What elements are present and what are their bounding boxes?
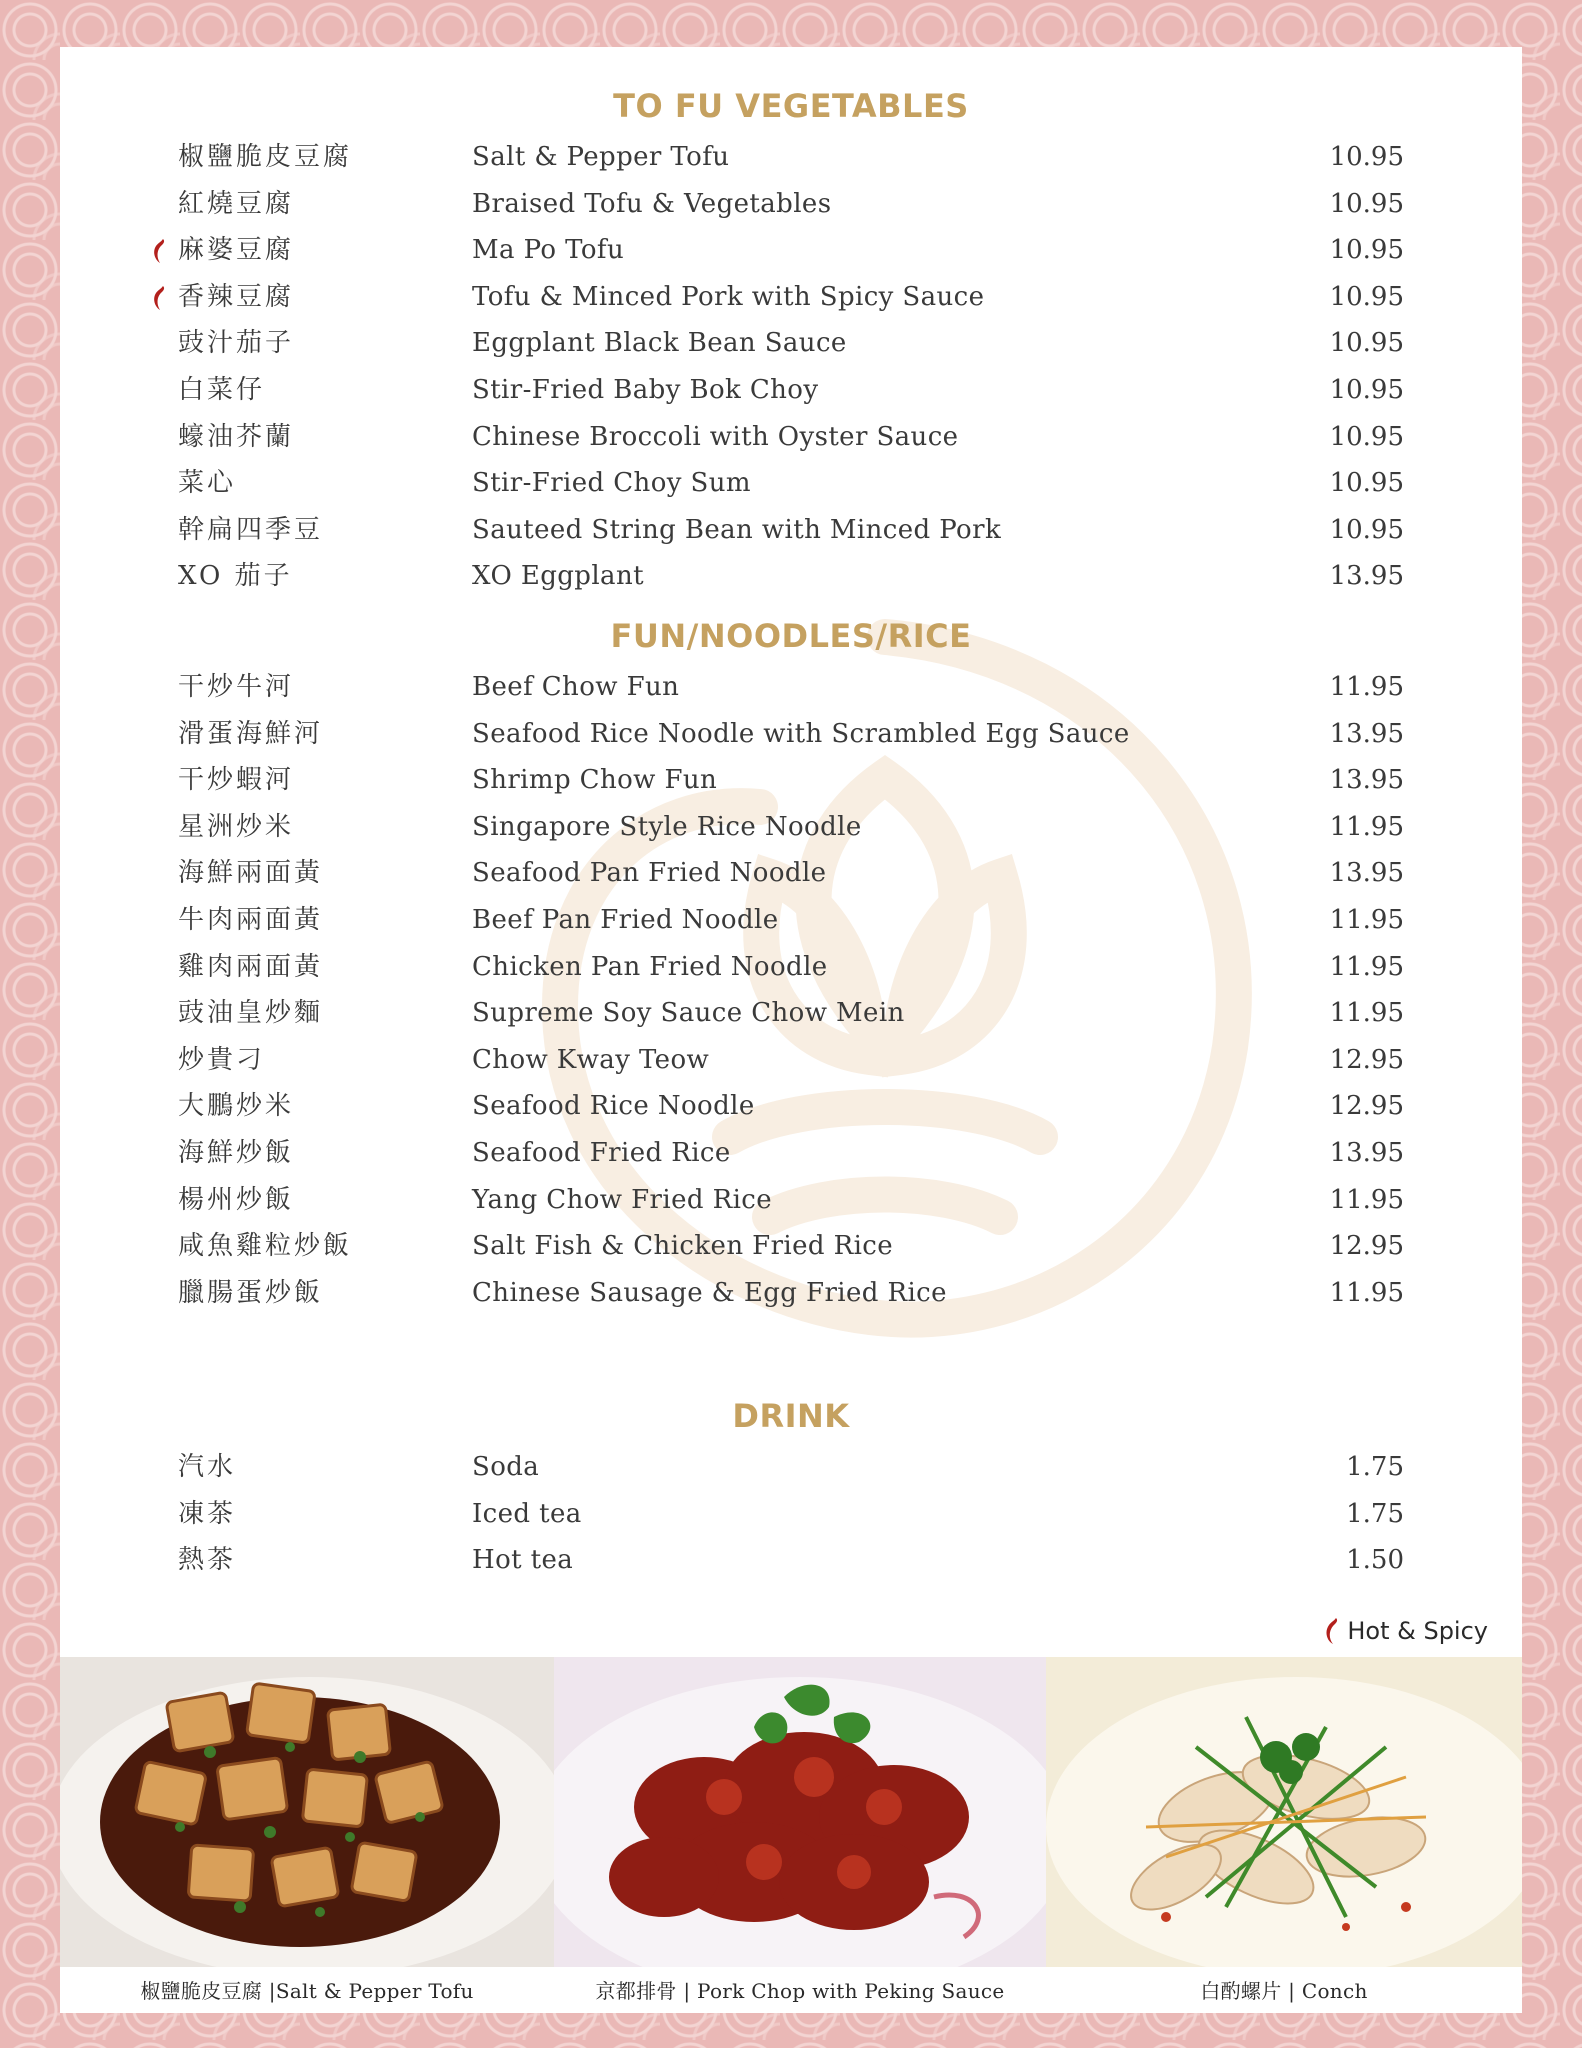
menu-item-price: 1.50: [1346, 1545, 1404, 1576]
menu-item-english-name: Shrimp Chow Fun: [472, 765, 718, 796]
menu-item-price: 13.95: [1329, 1138, 1404, 1168]
menu-item-chinese-name: 雞肉兩面黃: [178, 951, 324, 982]
menu-item: [60, 135, 1522, 179]
menu-item: [60, 461, 1522, 505]
menu-item: [60, 554, 1522, 598]
menu-item-english-name: Braised Tofu & Vegetables: [472, 188, 832, 219]
menu-item-price: 13.95: [1329, 718, 1404, 749]
photo-salt-pepper-tofu: [60, 1657, 554, 1967]
menu-item-chinese-name: 椒鹽脆皮豆腐: [178, 142, 353, 172]
menu-item-chinese-name: 凍茶: [178, 1498, 237, 1529]
menu-item: [60, 415, 1522, 459]
menu-item-chinese-name: 香辣豆腐: [178, 281, 295, 312]
menu-item-english-name: Salt Fish & Chicken Fried Rice: [472, 1231, 894, 1262]
chili-pepper-icon: [1325, 1616, 1341, 1646]
chili-pepper-icon: [153, 238, 167, 264]
menu-item-english-name: Tofu & Minced Pork with Spicy Sauce: [472, 281, 985, 312]
menu-item: [60, 712, 1522, 756]
menu-item: [60, 275, 1522, 319]
menu-item-english-name: Singapore Style Rice Noodle: [472, 811, 862, 842]
menu-item-price: 11.95: [1329, 672, 1404, 702]
chili-pepper-icon: [153, 285, 167, 311]
menu-item-price: 12.95: [1329, 1091, 1404, 1122]
menu-item: [60, 368, 1522, 412]
menu-item: [60, 1224, 1522, 1268]
menu-item-chinese-name: 炒貴刁: [178, 1044, 266, 1075]
menu-item-price: 11.95: [1329, 998, 1404, 1029]
menu-item-price: 13.95: [1329, 765, 1404, 796]
menu-item-english-name: Sauteed String Bean with Minced Pork: [472, 514, 1002, 545]
menu-item-price: 10.95: [1329, 421, 1404, 452]
legend-label: Hot & Spicy: [1347, 1617, 1488, 1645]
menu-item-english-name: Supreme Soy Sauce Chow Mein: [472, 998, 905, 1029]
menu-item-english-name: Eggplant Black Bean Sauce: [472, 328, 847, 359]
caption-salt-pepper-tofu: 椒鹽脆皮豆腐 |Salt & Pepper Tofu: [140, 1979, 474, 2003]
menu-page: [60, 47, 1522, 2013]
menu-item-english-name: Salt & Pepper Tofu: [472, 142, 730, 172]
menu-item: [60, 1492, 1522, 1536]
menu-item-english-name: Ma Po Tofu: [472, 235, 625, 266]
menu-item-english-name: Chinese Broccoli with Oyster Sauce: [472, 421, 959, 452]
menu-item: [60, 665, 1522, 709]
menu-item: [60, 945, 1522, 989]
menu-item-english-name: Seafood Pan Fried Noodle: [472, 858, 827, 889]
menu-item-price: 12.95: [1329, 1044, 1404, 1075]
menu-item-chinese-name: 星洲炒米: [178, 811, 295, 842]
menu-item-chinese-name: 楊州炒飯: [178, 1184, 295, 1215]
menu-item-price: 11.95: [1329, 1277, 1404, 1308]
menu-item-chinese-name: 咸魚雞粒炒飯: [178, 1231, 353, 1262]
menu-item-price: 11.95: [1329, 905, 1404, 935]
menu-item-chinese-name: 大鵬炒米: [178, 1091, 295, 1122]
menu-item-price: 10.95: [1329, 281, 1404, 312]
caption-pork-chop: 京都排骨 | Pork Chop with Peking Sauce: [595, 1979, 1005, 2003]
menu-item: [60, 321, 1522, 365]
menu-item: [60, 1131, 1522, 1175]
menu-item: [60, 508, 1522, 552]
menu-item: [60, 758, 1522, 802]
menu-item-price: 13.95: [1329, 561, 1404, 592]
menu-item-english-name: Chicken Pan Fried Noodle: [472, 951, 828, 982]
menu-item-chinese-name: 海鮮炒飯: [178, 1138, 295, 1168]
photo-pork-chop-peking: [554, 1657, 1046, 1967]
menu-item-english-name: Beef Chow Fun: [472, 672, 680, 702]
menu-item: [60, 1271, 1522, 1315]
menu-item: [60, 991, 1522, 1035]
menu-item-english-name: Seafood Rice Noodle with Scrambled Egg Sauce: [472, 718, 1130, 749]
menu-item-price: 10.95: [1329, 188, 1404, 219]
menu-item-chinese-name: 滑蛋海鮮河: [178, 718, 324, 749]
menu-item-price: 1.75: [1346, 1498, 1404, 1529]
menu-item-english-name: Seafood Rice Noodle: [472, 1091, 755, 1122]
menu-item-price: 11.95: [1329, 811, 1404, 842]
menu-item-chinese-name: 牛肉兩面黃: [178, 905, 324, 935]
menu-item-english-name: Stir-Fried Baby Bok Choy: [472, 375, 819, 405]
section-title-tofu-vegetables: TO FU VEGETABLES: [613, 87, 969, 125]
menu-item-chinese-name: 干炒蝦河: [178, 765, 295, 796]
menu-item: [60, 182, 1522, 226]
menu-item-price: 1.75: [1346, 1452, 1404, 1482]
menu-item-chinese-name: 豉油皇炒麵: [178, 998, 324, 1029]
menu-item-chinese-name: 臘腸蛋炒飯: [178, 1277, 324, 1308]
menu-item-english-name: Yang Chow Fried Rice: [472, 1184, 773, 1215]
menu-item-chinese-name: 汽水: [178, 1452, 237, 1482]
menu-item-chinese-name: 菜心: [178, 468, 237, 499]
menu-item-english-name: Soda: [472, 1452, 540, 1482]
menu-item-chinese-name: 干炒牛河: [178, 672, 295, 702]
menu-item-chinese-name: 熱茶: [178, 1545, 237, 1576]
menu-item-english-name: Beef Pan Fried Noodle: [472, 905, 779, 935]
menu-item-price: 13.95: [1329, 858, 1404, 889]
menu-item-english-name: Iced tea: [472, 1498, 582, 1529]
menu-item-price: 10.95: [1329, 468, 1404, 499]
menu-item-chinese-name: XO 茄子: [178, 561, 293, 592]
menu-item: [60, 1084, 1522, 1128]
menu-item-english-name: Chinese Sausage & Egg Fried Rice: [472, 1277, 947, 1308]
photo-strip: [60, 1657, 1522, 1967]
menu-item-price: 11.95: [1329, 951, 1404, 982]
menu-item-english-name: Chow Kway Teow: [472, 1044, 710, 1075]
menu-item: [60, 1538, 1522, 1582]
section-title-noodles-rice: FUN/NOODLES/RICE: [610, 617, 972, 655]
menu-item-price: 10.95: [1329, 328, 1404, 359]
menu-item-english-name: Hot tea: [472, 1545, 574, 1576]
menu-item-chinese-name: 紅燒豆腐: [178, 188, 295, 219]
menu-item-english-name: Stir-Fried Choy Sum: [472, 468, 751, 499]
section-title-drink: DRINK: [732, 1397, 850, 1435]
menu-item: [60, 805, 1522, 849]
menu-item-chinese-name: 幹扁四季豆: [178, 514, 324, 545]
menu-item-chinese-name: 蠔油芥蘭: [178, 421, 295, 452]
menu-item-english-name: XO Eggplant: [472, 561, 644, 592]
menu-item-price: 10.95: [1329, 142, 1404, 172]
menu-item-chinese-name: 麻婆豆腐: [178, 235, 295, 266]
menu-item-english-name: Seafood Fried Rice: [472, 1138, 731, 1168]
legend-hot-spicy: [1325, 1614, 1488, 1648]
menu-item-price: 12.95: [1329, 1231, 1404, 1262]
menu-item-price: 11.95: [1329, 1184, 1404, 1215]
menu-item-chinese-name: 豉汁茄子: [178, 328, 295, 359]
menu-item: [60, 851, 1522, 895]
photo-conch: [1046, 1657, 1522, 1967]
menu-item: [60, 898, 1522, 942]
menu-item: [60, 1038, 1522, 1082]
menu-item-chinese-name: 海鮮兩面黃: [178, 858, 324, 889]
menu-item-chinese-name: 白菜仔: [178, 375, 266, 405]
menu-item: [60, 1178, 1522, 1222]
menu-item: [60, 228, 1522, 272]
menu-item-price: 10.95: [1329, 514, 1404, 545]
caption-conch: 白酌螺片 | Conch: [1200, 1979, 1368, 2003]
menu-item: [60, 1445, 1522, 1489]
menu-item-price: 10.95: [1329, 375, 1404, 405]
menu-item-price: 10.95: [1329, 235, 1404, 266]
